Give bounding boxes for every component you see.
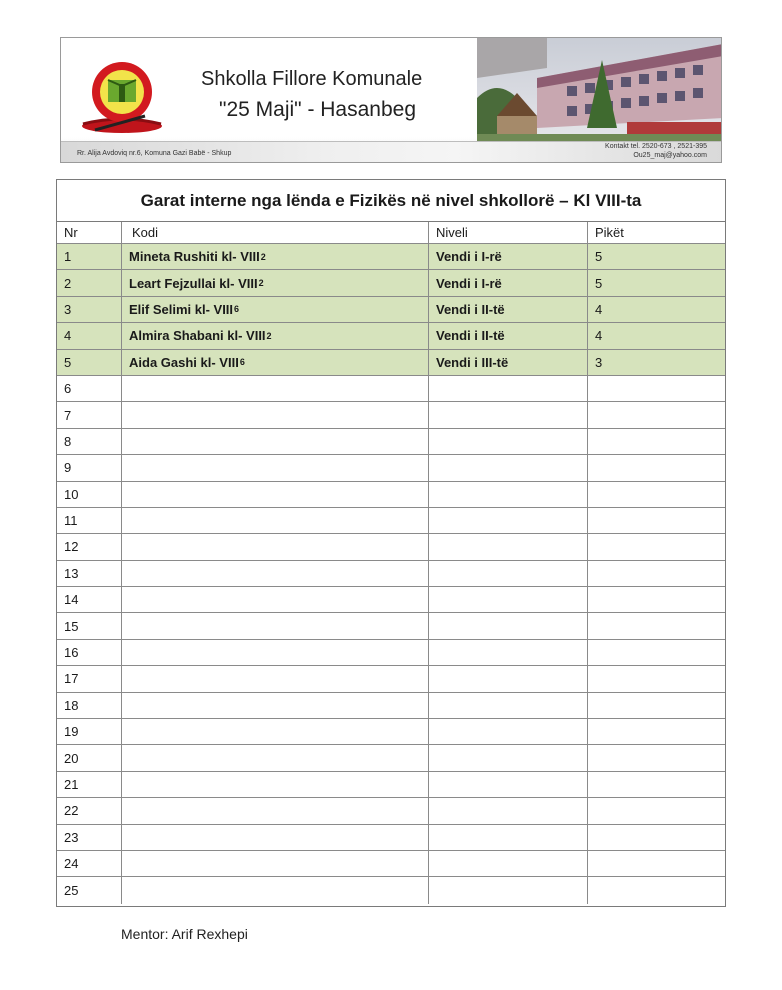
cell-niveli [429,693,588,718]
cell-kodi [122,455,429,480]
table-row [57,561,725,587]
table-body [57,244,725,904]
cell-piket: 5 [595,275,603,291]
table-row [57,798,725,824]
cell-kodi [122,429,429,454]
cell-piket [588,719,725,744]
cell-piket [588,693,725,718]
cell-kodi [122,508,429,533]
cell-nr: 12 [57,534,122,559]
cell-nr: 17 [57,666,122,691]
cell-nr: 18 [57,693,122,718]
cell-kodi [122,640,429,665]
cell-kodi: Elif Selimi kl- VIII 6 [122,297,429,322]
cell-nr: 2 [57,270,122,295]
cell-kodi [122,666,429,691]
cell-piket [588,455,725,480]
table-row [57,666,725,692]
cell-nr: 7 [57,402,122,427]
cell-niveli [429,402,588,427]
cell-kodi [122,482,429,507]
cell-niveli [429,561,588,586]
header-kodi: Kodi [122,222,429,243]
table-title: Garat interne nga lënda e Fizikës në nivel shkollorë – Kl VIII-ta [57,180,725,222]
cell-niveli: Vendi i II-të [429,323,588,348]
cell-niveli [429,772,588,797]
contact-phone: Kontakt tel. 2520-673 , 2521-395 [605,143,707,150]
table-row [57,851,725,877]
table-row [57,323,725,349]
cell-niveli [429,640,588,665]
student-name: Aida Gashi kl- VIII [129,354,239,370]
cell-kodi: Mineta Rushiti kl- VIII 2 [122,244,429,269]
cell-piket [588,640,725,665]
cell-kodi [122,825,429,850]
school-address: Rr. Alija Avdoviq nr.6, Komuna Gazi Babë - Shkup [77,150,232,157]
cell-kodi [122,719,429,744]
cell-nr: 8 [57,429,122,454]
cell-piket [588,376,725,401]
cell-piket [588,482,725,507]
header-nr: Nr [57,222,122,243]
cell-nr: 16 [57,640,122,665]
cell-niveli: Vendi i I-rë [429,244,588,269]
cell-kodi [122,587,429,612]
header-piket: Pikët [595,225,624,240]
results-table [56,179,726,907]
table-row [57,613,725,639]
table-row [57,429,725,455]
cell-nr: 21 [57,772,122,797]
cell-piket [588,666,725,691]
cell-nr: 5 [57,350,122,375]
table-row [57,825,725,851]
letterhead [60,37,722,163]
table-row [57,482,725,508]
cell-niveli [429,877,588,903]
table-row [57,350,725,376]
cell-nr: 22 [57,798,122,823]
cell-piket [588,429,725,454]
cell-nr: 11 [57,508,122,533]
school-logo [75,54,169,136]
cell-niveli [429,613,588,638]
cell-niveli [429,719,588,744]
cell-niveli [429,482,588,507]
cell-kodi [122,851,429,876]
cell-piket: 4 [595,301,603,317]
table-header-row [57,222,725,244]
cell-kodi [122,561,429,586]
cell-niveli: Vendi i II-të [429,297,588,322]
cell-niveli [429,508,588,533]
cell-nr: 23 [57,825,122,850]
cell-niveli [429,376,588,401]
cell-niveli [429,745,588,770]
cell-kodi [122,798,429,823]
school-subtitle: "25 Maji" - Hasanbeg [219,98,417,121]
cell-piket [588,587,725,612]
table-row [57,640,725,666]
table-row [57,270,725,296]
table-row [57,297,725,323]
table-row [57,587,725,613]
cell-niveli [429,429,588,454]
cell-niveli: Vendi i I-rë [429,270,588,295]
table-row [57,508,725,534]
table-row [57,402,725,428]
student-name: Elif Selimi kl- VIII [129,301,234,317]
cell-kodi [122,613,429,638]
cell-nr: 13 [57,561,122,586]
cell-niveli [429,851,588,876]
cell-piket [588,798,725,823]
cell-kodi [122,772,429,797]
cell-piket [588,877,725,903]
cell-nr: 1 [57,244,122,269]
cell-niveli [429,798,588,823]
cell-kodi [122,402,429,427]
cell-kodi [122,376,429,401]
cell-nr: 10 [57,482,122,507]
student-name: Leart Fejzullai kl- VIII [129,275,258,291]
cell-nr: 6 [57,376,122,401]
table-row [57,693,725,719]
cell-niveli [429,587,588,612]
table-row [57,455,725,481]
cell-piket [588,613,725,638]
cell-piket [588,851,725,876]
cell-kodi: Almira Shabani kl- VIII 2 [122,323,429,348]
cell-piket [588,561,725,586]
cell-piket [588,772,725,797]
cell-nr: 20 [57,745,122,770]
cell-piket [588,745,725,770]
cell-kodi [122,877,429,903]
cell-piket [588,534,725,559]
contact-email: Ou25_maj@yahoo.com [633,152,707,159]
cell-kodi [122,534,429,559]
cell-kodi [122,745,429,770]
cell-niveli [429,534,588,559]
cell-piket [588,508,725,533]
cell-piket [588,825,725,850]
cell-nr: 9 [57,455,122,480]
cell-nr: 24 [57,851,122,876]
cell-nr: 14 [57,587,122,612]
cell-niveli [429,666,588,691]
school-name: Shkolla Fillore Komunale [201,68,423,90]
header-niveli: Niveli [429,222,588,243]
table-row [57,772,725,798]
cell-nr: 15 [57,613,122,638]
table-row [57,719,725,745]
school-contact [605,142,707,160]
cell-piket: 3 [595,354,603,370]
table-row [57,376,725,402]
cell-niveli [429,825,588,850]
mentor-line: Mentor: Arif Rexhepi [121,926,248,942]
student-name: Mineta Rushiti kl- VIII [129,249,260,265]
school-building-photo [477,38,722,144]
table-row [57,244,725,270]
cell-niveli: Vendi i III-të [429,350,588,375]
cell-nr: 25 [57,877,122,903]
table-row [57,745,725,771]
cell-niveli [429,455,588,480]
cell-piket: 5 [595,249,603,265]
cell-kodi: Leart Fejzullai kl- VIII 2 [122,270,429,295]
cell-nr: 3 [57,297,122,322]
cell-piket: 4 [595,328,603,344]
cell-nr: 4 [57,323,122,348]
cell-kodi [122,693,429,718]
table-row [57,534,725,560]
cell-nr: 19 [57,719,122,744]
table-row [57,877,725,903]
cell-kodi: Aida Gashi kl- VIII 6 [122,350,429,375]
student-name: Almira Shabani kl- VIII [129,328,266,344]
cell-piket [588,402,725,427]
